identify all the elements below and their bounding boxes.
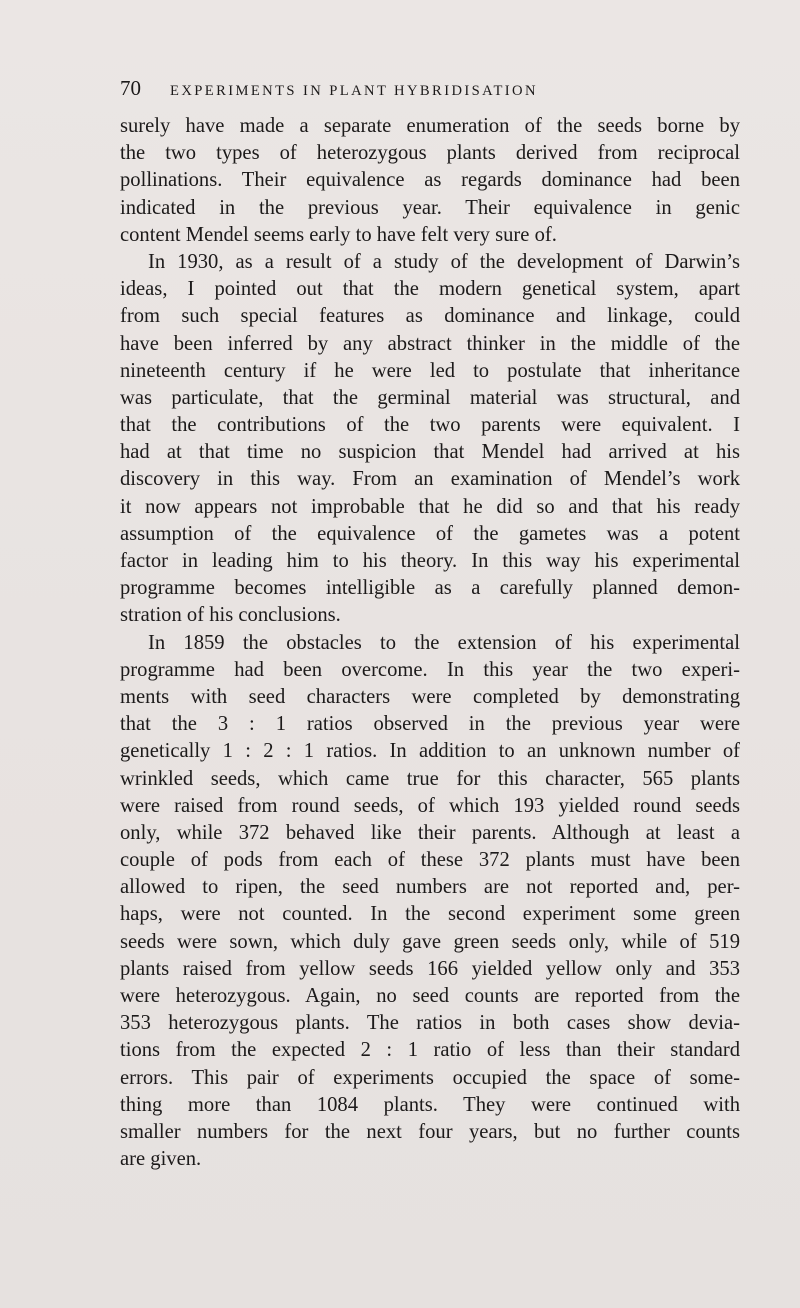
- text-line: allowed to ripen, the seed numbers are not reported and, per-: [120, 876, 740, 899]
- text-line: programme becomes intelligible as a carefully planned demon-: [120, 577, 740, 600]
- text-line: In 1859 the obstacles to the extension of his experimental: [148, 631, 740, 654]
- text-line: was particulate, that the germinal material was structural, and: [120, 386, 740, 409]
- text-line: stration of his conclusions.: [120, 604, 341, 627]
- running-head: [120, 76, 640, 104]
- text-line: programme had been overcome. In this year the two experi-: [120, 658, 740, 681]
- text-line: surely have made a separate enumeration of the seeds borne by: [120, 115, 740, 137]
- text-line: genetically 1 : 2 : 1 ratios. In addition to an unknown number of: [120, 740, 740, 763]
- text-line: plants raised from yellow seeds 166 yielded yellow only and 353: [120, 957, 740, 980]
- text-line: ments with seed characters were completed by demonstrating: [120, 685, 740, 708]
- text-line: smaller numbers for the next four years, but no further counts: [120, 1120, 740, 1143]
- text-line: couple of pods from each of these 372 plants must have been: [120, 849, 740, 872]
- running-title: EXPERIMENTS IN PLANT HYBRIDISATION: [170, 83, 538, 99]
- text-line: In 1930, as a result of a study of the development of Darwin’s: [148, 250, 740, 273]
- text-line: errors. This pair of experiments occupied the space of some-: [120, 1066, 740, 1089]
- text-line: haps, were not counted. In the second experiment some green: [120, 903, 740, 926]
- paragraph: [120, 249, 740, 630]
- text-line: had at that time no suspicion that Mendel had arrived at his: [120, 441, 740, 464]
- paragraph: [120, 113, 740, 249]
- text-line: pollinations. Their equivalence as regards dominance had been: [120, 169, 740, 192]
- text-line: discovery in this way. From an examination of Mendel’s work: [120, 468, 740, 491]
- text-line: thing more than 1084 plants. They were continued with: [120, 1093, 740, 1116]
- page-number: 70: [120, 76, 141, 100]
- text-line: wrinkled seeds, which came true for this character, 565 plants: [120, 767, 740, 790]
- text-line: were heterozygous. Again, no seed counts are reported from the: [120, 985, 740, 1007]
- text-line: only, while 372 behaved like their parents. Although at least a: [120, 821, 740, 844]
- text-line: content Mendel seems early to have felt very sure of.: [120, 223, 557, 246]
- text-line: are given.: [120, 1148, 202, 1171]
- text-line: assumption of the equivalence of the gametes was a potent: [120, 522, 740, 545]
- text-line: seeds were sown, which duly gave green seeds only, while of 519: [120, 930, 740, 953]
- text-line: 353 heterozygous plants. The ratios in both cases show devia-: [120, 1012, 740, 1035]
- text-line: the two types of heterozygous plants derived from reciprocal: [120, 142, 740, 165]
- text-line: that the 3 : 1 ratios observed in the previous year were: [120, 713, 740, 736]
- body-text: [120, 113, 740, 1173]
- text-line: indicated in the previous year. Their equivalence in genic: [120, 196, 740, 219]
- text-line: that the contributions of the two parents were equivalent. I: [120, 414, 740, 437]
- text-line: it now appears not improbable that he did so and that his ready: [120, 495, 740, 518]
- text-line: factor in leading him to his theory. In this way his experimental: [120, 550, 740, 572]
- text-line: from such special features as dominance and linkage, could: [120, 305, 740, 328]
- text-line: tions from the expected 2 : 1 ratio of less than their standard: [120, 1039, 740, 1062]
- text-line: were raised from round seeds, of which 193 yielded round seeds: [120, 794, 740, 817]
- text-line: ideas, I pointed out that the modern genetical system, apart: [120, 278, 740, 301]
- text-line: have been inferred by any abstract thinker in the middle of the: [120, 332, 740, 355]
- text-line: nineteenth century if he were led to postulate that inheritance: [120, 359, 740, 382]
- paragraph: [120, 630, 740, 1174]
